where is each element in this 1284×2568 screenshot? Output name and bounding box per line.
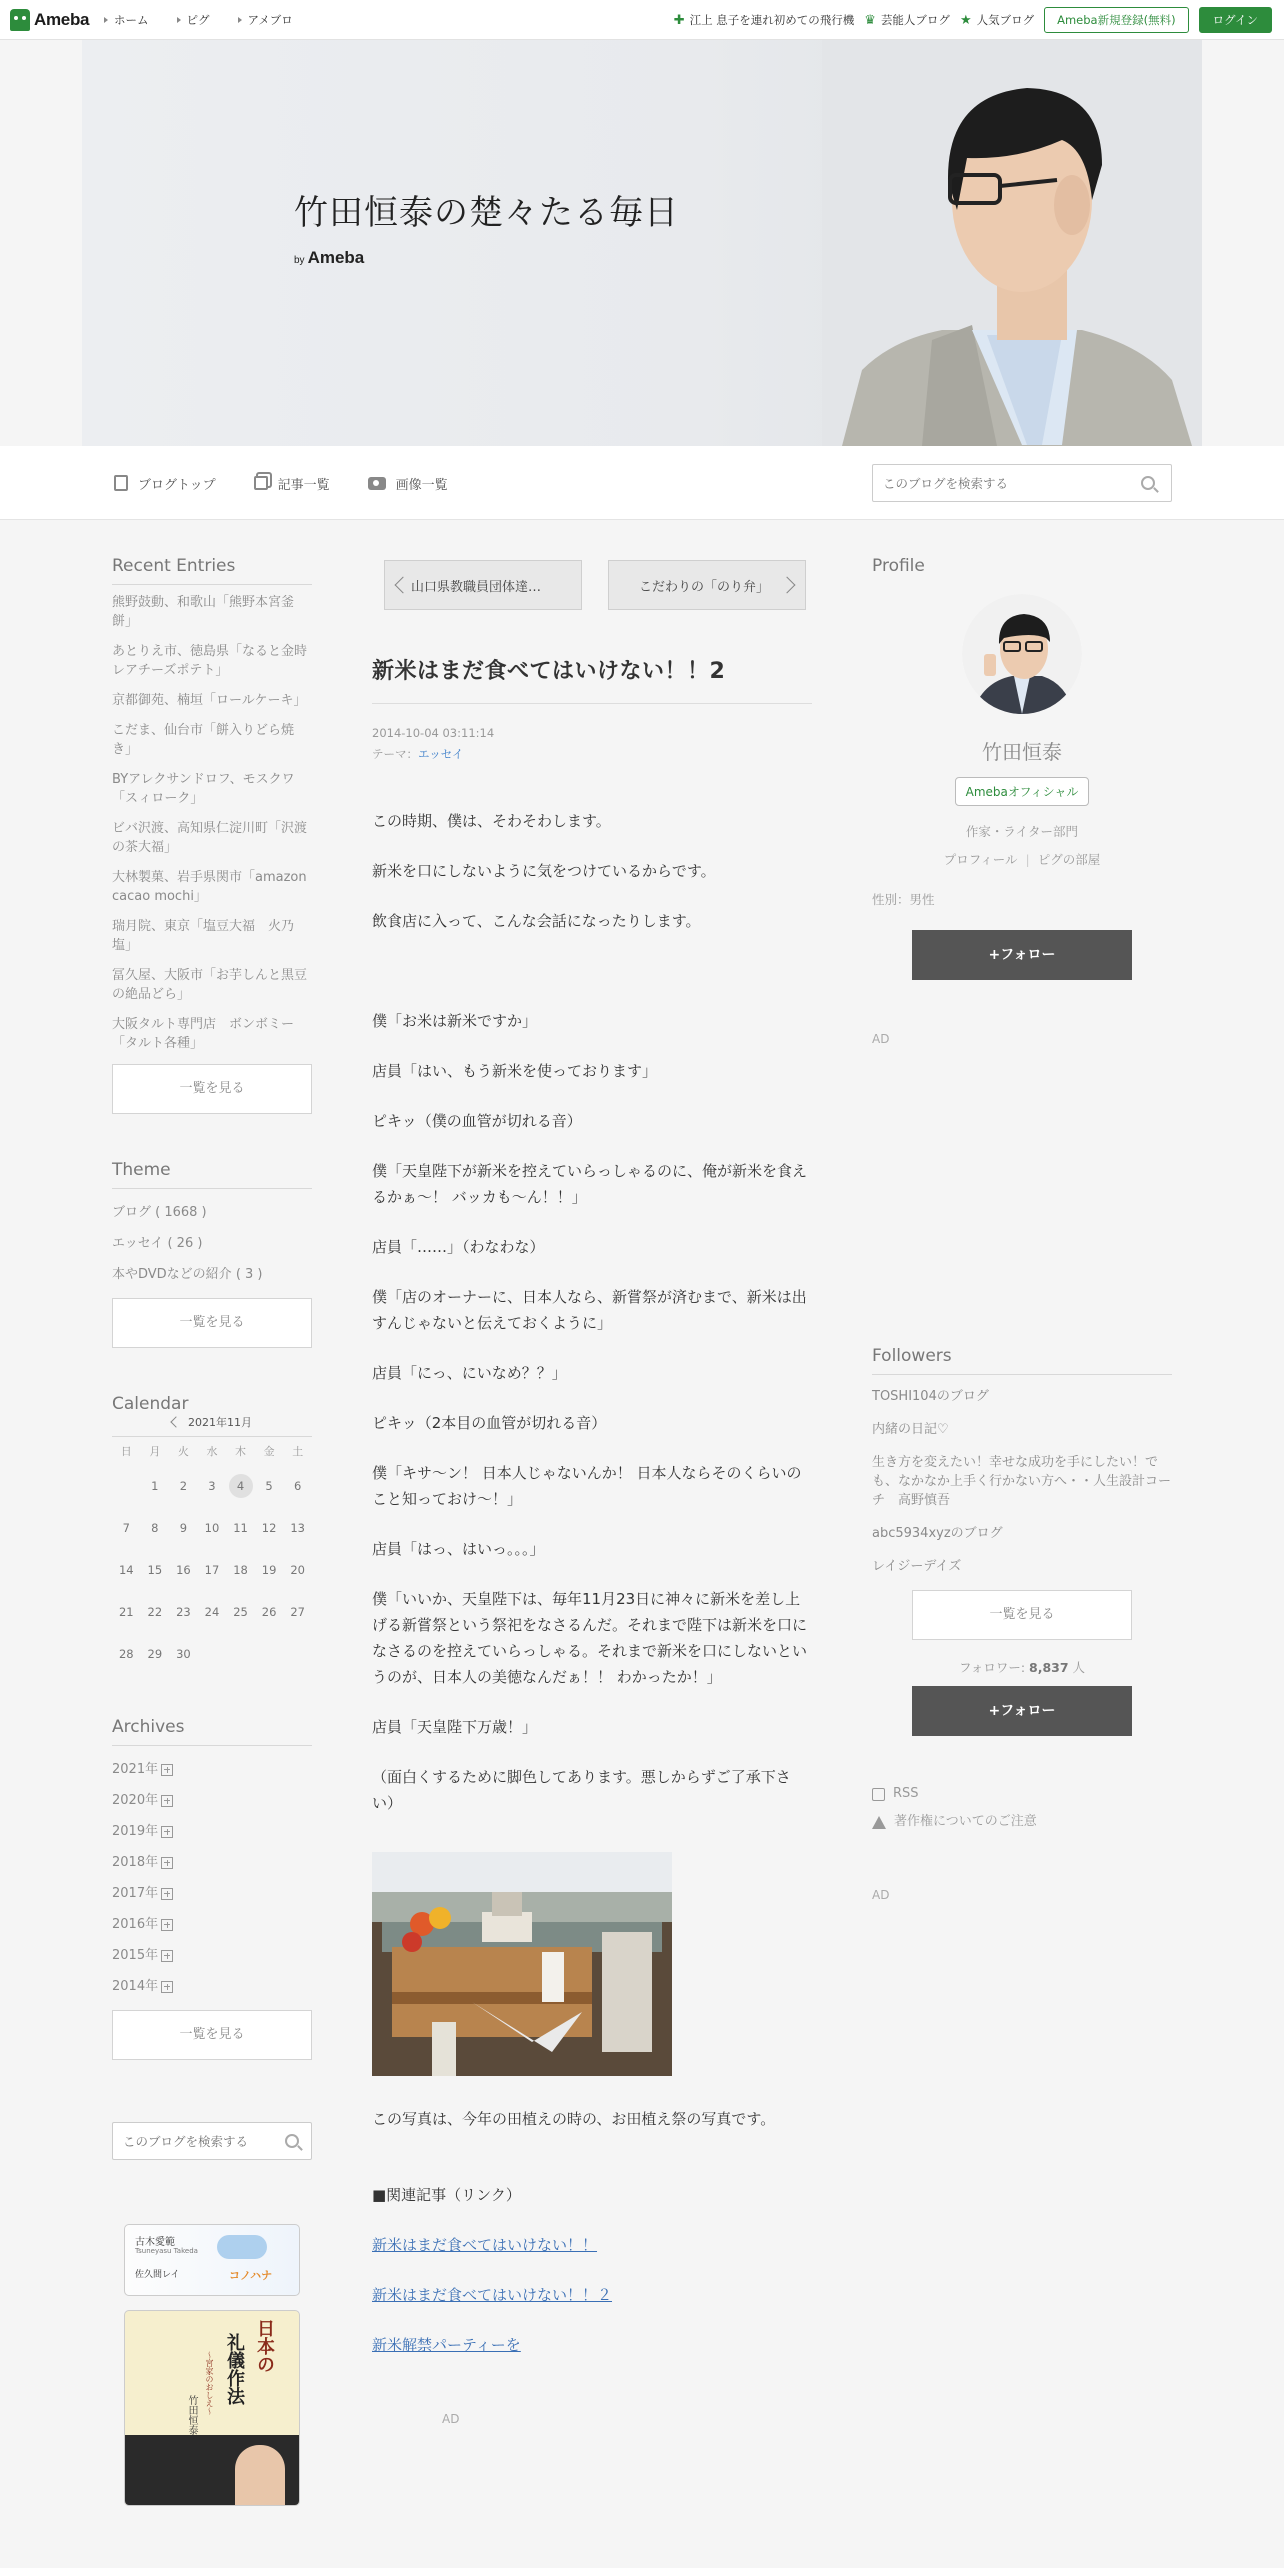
archive-year-label: 2014年 — [112, 1979, 159, 1994]
follower-blog-link[interactable]: レイジーデイズ — [872, 1559, 962, 1574]
calendar-day[interactable] — [255, 1591, 284, 1633]
document-icon — [114, 475, 128, 491]
theme-link[interactable]: エッセイ ( 26 ) — [112, 1236, 203, 1251]
nav-image-list-label: 画像一覧 — [395, 477, 448, 493]
article-paragraph: ピキッ（僕の血管が切れる音） — [372, 1112, 582, 1130]
article-paragraph: 僕「天皇陛下が新米を控えていらっしゃるのに、俺が新米を食えるかぁ～！ バッカも～ん！！」 — [372, 1162, 808, 1206]
prev-article-label: 山口県教職員団体達… — [411, 579, 542, 595]
recent-entry-link[interactable]: 大阪タルト専門店 ボンボミー「タルト各種」 — [112, 1017, 295, 1051]
calendar-day[interactable] — [226, 1549, 255, 1591]
calendar-weekday: 日 — [120, 1445, 132, 1458]
follow-button-2[interactable]: +フォロー — [912, 1686, 1132, 1736]
recent-entry-link[interactable]: BYアレクサンドロフ、モスクワ「スィローク」 — [112, 772, 295, 806]
archives-list — [112, 1754, 312, 2002]
article-paragraph: この時期、僕は、そわそわします。 — [372, 812, 611, 830]
article-paragraph: （面白くするために脚色してあります。悪しからずご了承下さい） — [372, 1768, 791, 1812]
archives-title: Archives — [112, 1717, 312, 1746]
recent-entry-link[interactable]: 京都御苑、楠垣「ロールケーキ」 — [112, 693, 307, 708]
calendar-month: 2021年11月 — [188, 1416, 252, 1429]
profile-gender: 性別：男性 — [872, 892, 935, 907]
calendar-day[interactable] — [169, 1465, 198, 1507]
blog-search-input[interactable] — [873, 465, 1113, 501]
book-banner-2[interactable] — [124, 2310, 300, 2506]
follower-blog-link[interactable]: 生き方を変えたい！幸せな成功を手にしたい！でも、なかなか上手く行かない方へ・・人生設計コーチ 高野慎吾 — [872, 1455, 1172, 1508]
calendar-day-number: 4 — [229, 1474, 253, 1498]
calendar-weekday: 木 — [235, 1445, 247, 1458]
archive-year-label: 2015年 — [112, 1948, 159, 1963]
calendar-day[interactable] — [169, 1633, 198, 1675]
pin-icon: ✚ — [673, 12, 685, 28]
calendar-day[interactable] — [169, 1549, 198, 1591]
theme-link[interactable]: 本やDVDなどの紹介 ( 3 ) — [112, 1267, 263, 1282]
calendar-day-number: 1 — [151, 1479, 159, 1493]
next-article-label: こだわりの「のり弁」 — [639, 579, 770, 595]
calendar-week-row — [112, 1507, 312, 1549]
book2-subtitle: 〜宮家のおしえ〜 — [205, 2351, 214, 2415]
calendar-day-number: 25 — [233, 1605, 248, 1619]
prev-article-button[interactable] — [384, 560, 582, 610]
blog-by-ameba — [294, 248, 364, 268]
trending-link[interactable] — [674, 12, 855, 28]
article-paragraph: 新米を口にしないように気をつけているからです。 — [372, 862, 716, 880]
calendar-day-number: 9 — [179, 1521, 188, 1535]
left-sidebar — [112, 520, 312, 2506]
rss-icon — [872, 1788, 885, 1801]
recent-entries-list — [112, 593, 312, 1053]
expand-plus-icon[interactable] — [161, 1795, 173, 1807]
crown-icon: ♛ — [864, 12, 876, 28]
related-heading: ■関連記事（リンク） — [372, 2186, 521, 2204]
nav-entry-list[interactable] — [254, 474, 330, 493]
article-body — [372, 808, 812, 1816]
sidebar-search-box — [112, 2122, 312, 2160]
calendar-day[interactable] — [141, 1633, 170, 1675]
book1-title: コノハナ — [229, 2269, 273, 2282]
sidebar-ad-label-1: AD — [872, 1032, 890, 1046]
archive-year-link[interactable] — [112, 1816, 312, 1847]
article-pager — [384, 560, 812, 610]
triangle-right-icon — [238, 17, 242, 23]
calendar-day[interactable] — [112, 1549, 141, 1591]
calendar-day[interactable] — [198, 1549, 227, 1591]
follower-count — [872, 1658, 1172, 1676]
calendar-day[interactable] — [226, 1507, 255, 1549]
topnav-ameblo[interactable] — [238, 12, 293, 28]
calendar-day-number: 22 — [147, 1605, 163, 1619]
follower-blog-link[interactable]: 内緒の日記♡ — [872, 1422, 949, 1437]
calendar-day[interactable] — [255, 1465, 284, 1507]
calendar-day-number: 11 — [233, 1521, 248, 1535]
calendar-day-number: 28 — [118, 1647, 134, 1661]
profile-category: 作家・ライター部門 — [965, 824, 1079, 839]
camera-icon — [368, 477, 386, 490]
theme-link[interactable]: ブログ ( 1668 ) — [112, 1205, 207, 1220]
calendar-day-number: 29 — [147, 1647, 163, 1661]
expand-plus-icon[interactable] — [161, 1950, 173, 1962]
calendar-day — [226, 1633, 255, 1675]
next-article-button[interactable] — [608, 560, 806, 610]
blog-title: 竹田恒泰の楚々たる毎日 — [294, 193, 679, 233]
celebrity-blog-link[interactable] — [864, 12, 950, 28]
article-paragraph: 店員「にっ、にいなめ？？」 — [372, 1364, 567, 1382]
expand-plus-icon[interactable] — [161, 1981, 173, 1993]
ameba-logo-text: Ameba — [34, 10, 90, 29]
archive-year-label: 2021年 — [112, 1762, 159, 1777]
recent-entry-link[interactable]: ビバ沢渡、高知県仁淀川町「沢渡の茶大福」 — [112, 821, 308, 855]
calendar-day[interactable] — [198, 1591, 227, 1633]
archive-year-label: 2019年 — [112, 1824, 159, 1839]
topnav-ameblo-label: アメブロ — [247, 13, 293, 27]
recent-entry-link[interactable]: 冨久屋、大阪市「お芋しんと黒豆の絶品どら」 — [112, 968, 308, 1002]
archive-year-link[interactable] — [112, 1847, 312, 1878]
expand-plus-icon[interactable] — [161, 1826, 173, 1838]
article-paragraph: 店員「天皇陛下万歳！」 — [372, 1718, 538, 1736]
archive-year-link[interactable] — [112, 1754, 312, 1785]
ameba-topbar — [0, 0, 1284, 40]
search-icon[interactable] — [285, 2134, 299, 2148]
calendar-day-number: 15 — [147, 1563, 163, 1577]
nav-entry-list-label: 記事一覧 — [277, 477, 330, 493]
article-paragraph: 僕「お米は新米ですか」 — [372, 1012, 538, 1030]
calendar-day-number: 21 — [118, 1605, 134, 1619]
theme-more-button[interactable]: 一覧を見る — [112, 1298, 312, 1348]
photo-caption: この写真は、今年の田植えの時の、お田植え祭の写真です。 — [372, 2110, 776, 2128]
warning-icon — [872, 1816, 886, 1829]
article-theme-label: テーマ： — [372, 747, 418, 761]
calendar-week-row — [112, 1591, 312, 1633]
calendar-day[interactable] — [198, 1465, 227, 1507]
followers-list — [872, 1387, 1172, 1576]
related-links — [372, 2232, 812, 2358]
follower-count-label: フォロワー: — [958, 1660, 1026, 1675]
recent-entries-title: Recent Entries — [112, 556, 312, 585]
expand-plus-icon[interactable] — [161, 1888, 173, 1900]
archive-year-link[interactable] — [112, 1909, 312, 1940]
ameba-brand: Ameba — [307, 248, 365, 267]
blog-search-box — [872, 464, 1172, 502]
calendar-weekday-row — [112, 1437, 312, 1465]
rice-planting-festival-photo — [372, 1852, 672, 2076]
book-banner-1[interactable] — [124, 2224, 300, 2296]
recent-entry-link[interactable]: 瑞月院、東京「塩豆大福 火乃塩」 — [112, 919, 295, 953]
theme-title: Theme — [112, 1160, 312, 1189]
recent-entry-link[interactable]: あとりえ市、徳島県「なると金時レアチーズポテト」 — [112, 644, 308, 678]
calendar-day[interactable] — [283, 1507, 312, 1549]
book1-sub: Tsuneyasu Takeda — [135, 2247, 198, 2255]
calendar-weekday: 土 — [292, 1445, 304, 1458]
article-column — [372, 520, 812, 2426]
calendar-day-number: 8 — [151, 1521, 159, 1535]
calendar-day[interactable] — [283, 1549, 312, 1591]
calendar-day-number: 2 — [179, 1479, 188, 1493]
archive-year-link[interactable] — [112, 1940, 312, 1971]
calendar-table — [112, 1437, 312, 1675]
article-paragraph: 僕「いいか、天皇陛下は、毎年11月23日に神々に新米を差し上げる新嘗祭という祭祀をなさるんだ。それまで陛下は新米を口になさるのを控えていらっしゃる。それまで新米を口にしないというのが、日本人の美徳なんだぁ！！ わかったか！」 — [372, 1590, 808, 1686]
copy-icon — [254, 476, 268, 490]
ameba-logo-icon — [10, 9, 30, 31]
calendar-weekday: 火 — [177, 1445, 189, 1458]
calendar-day — [112, 1465, 141, 1507]
calendar-day-number: 6 — [294, 1479, 302, 1493]
nav-blog-top-label: ブログトップ — [138, 477, 216, 493]
profile-avatar[interactable] — [962, 594, 1082, 714]
book2-author: 竹田恒泰 — [186, 2395, 197, 2435]
calendar-day-number: 30 — [176, 1647, 191, 1661]
recent-entry-link[interactable]: 熊野鼓動、和歌山「熊野本宮釜餅」 — [112, 595, 295, 629]
copyright-label: 著作権についてのご注意 — [894, 1814, 1037, 1829]
calendar-day-number: 12 — [261, 1521, 277, 1535]
related-article-link[interactable]: 新米はまだ食べてはいけない！！２ — [372, 2286, 613, 2304]
follower-count-unit: 人 — [1072, 1660, 1086, 1675]
blog-nav — [0, 446, 1284, 520]
article-ad-label: AD — [442, 2412, 460, 2426]
calendar-day[interactable] — [169, 1591, 198, 1633]
calendar-day-number: 16 — [176, 1563, 191, 1577]
calendar-day-number: 24 — [204, 1605, 220, 1619]
follower-blog-link[interactable]: TOSHI104のブログ — [872, 1389, 989, 1404]
calendar-day[interactable] — [112, 1633, 141, 1675]
author-portrait — [822, 40, 1202, 446]
star-icon: ★ — [959, 12, 972, 28]
archive-year-link[interactable] — [112, 1878, 312, 1909]
calendar-header — [112, 1414, 312, 1430]
followers-more-button[interactable]: 一覧を見る — [912, 1590, 1132, 1640]
topnav-home[interactable] — [104, 12, 149, 28]
register-button[interactable]: Ameba新規登録(無料) — [1044, 7, 1188, 33]
topbar-right — [674, 0, 1272, 40]
blog-header-banner[interactable] — [82, 40, 1202, 446]
popular-blog-link[interactable] — [960, 12, 1034, 28]
ameba-logo[interactable] — [10, 8, 89, 32]
chevron-left-icon — [395, 577, 412, 594]
article-paragraph: 店員「……」（わなわな） — [372, 1238, 545, 1256]
calendar-day[interactable] — [283, 1465, 312, 1507]
separator: | — [1025, 852, 1030, 867]
calendar-day-number: 7 — [122, 1521, 130, 1535]
chevron-right-icon — [779, 577, 796, 594]
nav-image-list[interactable] — [368, 474, 448, 493]
follower-count-value: 8,837 — [1029, 1660, 1069, 1675]
profile-name[interactable]: 竹田恒泰 — [982, 740, 1062, 764]
calendar-day[interactable] — [141, 1465, 170, 1507]
calendar-day[interactable] — [141, 1507, 170, 1549]
expand-plus-icon[interactable] — [161, 1919, 173, 1931]
calendar-day-number: 14 — [118, 1563, 134, 1577]
article-paragraph: 店員「はい、もう新米を使っております」 — [372, 1062, 658, 1080]
search-icon[interactable] — [1141, 476, 1155, 490]
follower-blog-link[interactable]: abc5934xyzのブログ — [872, 1526, 1003, 1541]
calendar-day-number: 27 — [290, 1605, 305, 1619]
article-paragraph: 飲食店に入って、こんな会話になったりします。 — [372, 912, 701, 930]
archive-year-label: 2018年 — [112, 1855, 159, 1870]
sidebar-ad-label-2: AD — [872, 1888, 890, 1902]
rss-label: RSS — [893, 1786, 919, 1801]
calendar-day[interactable] — [198, 1507, 227, 1549]
article-title[interactable]: 新米はまだ食べてはいけない！！2 — [372, 654, 812, 704]
article-theme — [372, 746, 812, 762]
login-button[interactable]: ログイン — [1199, 7, 1272, 33]
pigg-room-link[interactable]: ピグの部屋 — [1037, 852, 1101, 867]
expand-plus-icon[interactable] — [161, 1857, 173, 1869]
calendar-day[interactable] — [169, 1507, 198, 1549]
right-sidebar — [872, 520, 1172, 1902]
calendar-day-number: 3 — [208, 1479, 216, 1493]
triangle-right-icon — [177, 17, 181, 23]
article-theme-link[interactable]: エッセイ — [418, 747, 464, 761]
calendar-day[interactable] — [226, 1591, 255, 1633]
book1-author: 古木愛範 — [135, 2237, 175, 2248]
calendar-weekday: 金 — [263, 1445, 275, 1458]
book1-coauthor: 佐久間レイ — [135, 2270, 180, 2280]
calendar-day-number: 19 — [261, 1563, 277, 1577]
archive-year-label: 2016年 — [112, 1917, 159, 1932]
calendar-week-row — [112, 1465, 312, 1507]
related-article-link[interactable]: 新米解禁パーティーを — [372, 2336, 521, 2354]
profile-links — [872, 850, 1172, 868]
topnav-home-label: ホーム — [114, 13, 149, 27]
official-badge: Amebaオフィシャル — [955, 777, 1089, 806]
calendar-day[interactable] — [255, 1549, 284, 1591]
popular-blog-label: 人気ブログ — [976, 13, 1035, 27]
followers-title: Followers — [872, 1346, 1172, 1375]
calendar-day[interactable] — [141, 1549, 170, 1591]
calendar-prev-icon[interactable] — [170, 1416, 181, 1427]
book2-title-b: 礼儀作法 — [224, 2333, 245, 2405]
calendar-day — [255, 1633, 284, 1675]
book2-author-photo — [235, 2445, 285, 2505]
copyright-notice-link[interactable] — [872, 1808, 1172, 1836]
recent-entry-link[interactable]: 大林製菓、岩手県関市「amazon cacao mochi」 — [112, 870, 307, 904]
topbar-nav — [104, 0, 293, 40]
sidebar-search-input[interactable] — [113, 2123, 283, 2159]
recent-more-button[interactable]: 一覧を見る — [112, 1064, 312, 1114]
archive-year-link[interactable] — [112, 1785, 312, 1816]
profile-link[interactable]: プロフィール — [943, 852, 1018, 867]
calendar-day-number: 20 — [290, 1563, 305, 1577]
topnav-pigg[interactable] — [177, 12, 210, 28]
calendar-day-number: 17 — [204, 1563, 220, 1577]
book1-illustration — [217, 2235, 267, 2259]
trending-link-label: 江上 息子を連れ初めての飛行機 — [689, 13, 855, 27]
calendar-day-number: 13 — [290, 1521, 305, 1535]
rss-link[interactable] — [872, 1780, 1172, 1808]
profile-title: Profile — [872, 556, 925, 576]
archive-year-label: 2017年 — [112, 1886, 159, 1901]
article-paragraph: 店員「はっ、はいっ。。。」 — [372, 1540, 545, 1558]
article-paragraph: 僕「キサ～ン！ 日本人じゃないんか！ 日本人ならそのくらいのこと知っておけ～！」 — [372, 1464, 802, 1508]
calendar-week-row — [112, 1633, 312, 1675]
archive-year-link[interactable] — [112, 1971, 312, 2002]
calendar-day — [198, 1633, 227, 1675]
avatar-image — [962, 594, 1082, 714]
article-paragraph: 僕「店のオーナーに、日本人なら、新嘗祭が済むまで、新米は出すんじゃないと伝えておくように」 — [372, 1288, 807, 1332]
calendar-day[interactable] — [141, 1591, 170, 1633]
calendar-day[interactable] — [226, 1465, 255, 1507]
archive-year-label: 2020年 — [112, 1793, 159, 1808]
blog-nav-items — [114, 446, 448, 520]
calendar-day-number: 23 — [176, 1605, 191, 1619]
topnav-pigg-label: ピグ — [186, 13, 210, 27]
expand-plus-icon[interactable] — [161, 1764, 173, 1776]
calendar-day-number: 10 — [204, 1521, 220, 1535]
book2-title-a: 日本の — [254, 2319, 275, 2373]
calendar-day — [283, 1633, 312, 1675]
triangle-right-icon — [104, 17, 108, 23]
article-date: 2014-10-04 03:11:14 — [372, 726, 495, 740]
calendar-day[interactable] — [112, 1591, 141, 1633]
theme-list — [112, 1197, 312, 1290]
by-label: by — [294, 255, 305, 266]
follow-button[interactable]: +フォロー — [912, 930, 1132, 980]
archives-more-button[interactable]: 一覧を見る — [112, 2010, 312, 2060]
calendar-day-number: 5 — [265, 1479, 273, 1493]
nav-blog-top[interactable] — [114, 474, 216, 493]
related-article-link[interactable]: 新米はまだ食べてはいけない！！ — [372, 2236, 598, 2254]
calendar-title: Calendar — [112, 1394, 189, 1414]
article-photo[interactable] — [372, 1852, 672, 2076]
calendar-weekday: 水 — [206, 1445, 218, 1458]
calendar-day-number: 18 — [233, 1563, 248, 1577]
calendar-weekday: 月 — [149, 1445, 161, 1458]
calendar-week-row — [112, 1549, 312, 1591]
article-paragraph: ピキッ（2本目の血管が切れる音） — [372, 1414, 607, 1432]
calendar-day-number: 26 — [261, 1605, 277, 1619]
calendar-day[interactable] — [283, 1591, 312, 1633]
calendar-day[interactable] — [112, 1507, 141, 1549]
celebrity-blog-label: 芸能人ブログ — [880, 13, 950, 27]
recent-entry-link[interactable]: こだま、仙台市「餅入りどら焼き」 — [112, 723, 295, 757]
calendar-day[interactable] — [255, 1507, 284, 1549]
